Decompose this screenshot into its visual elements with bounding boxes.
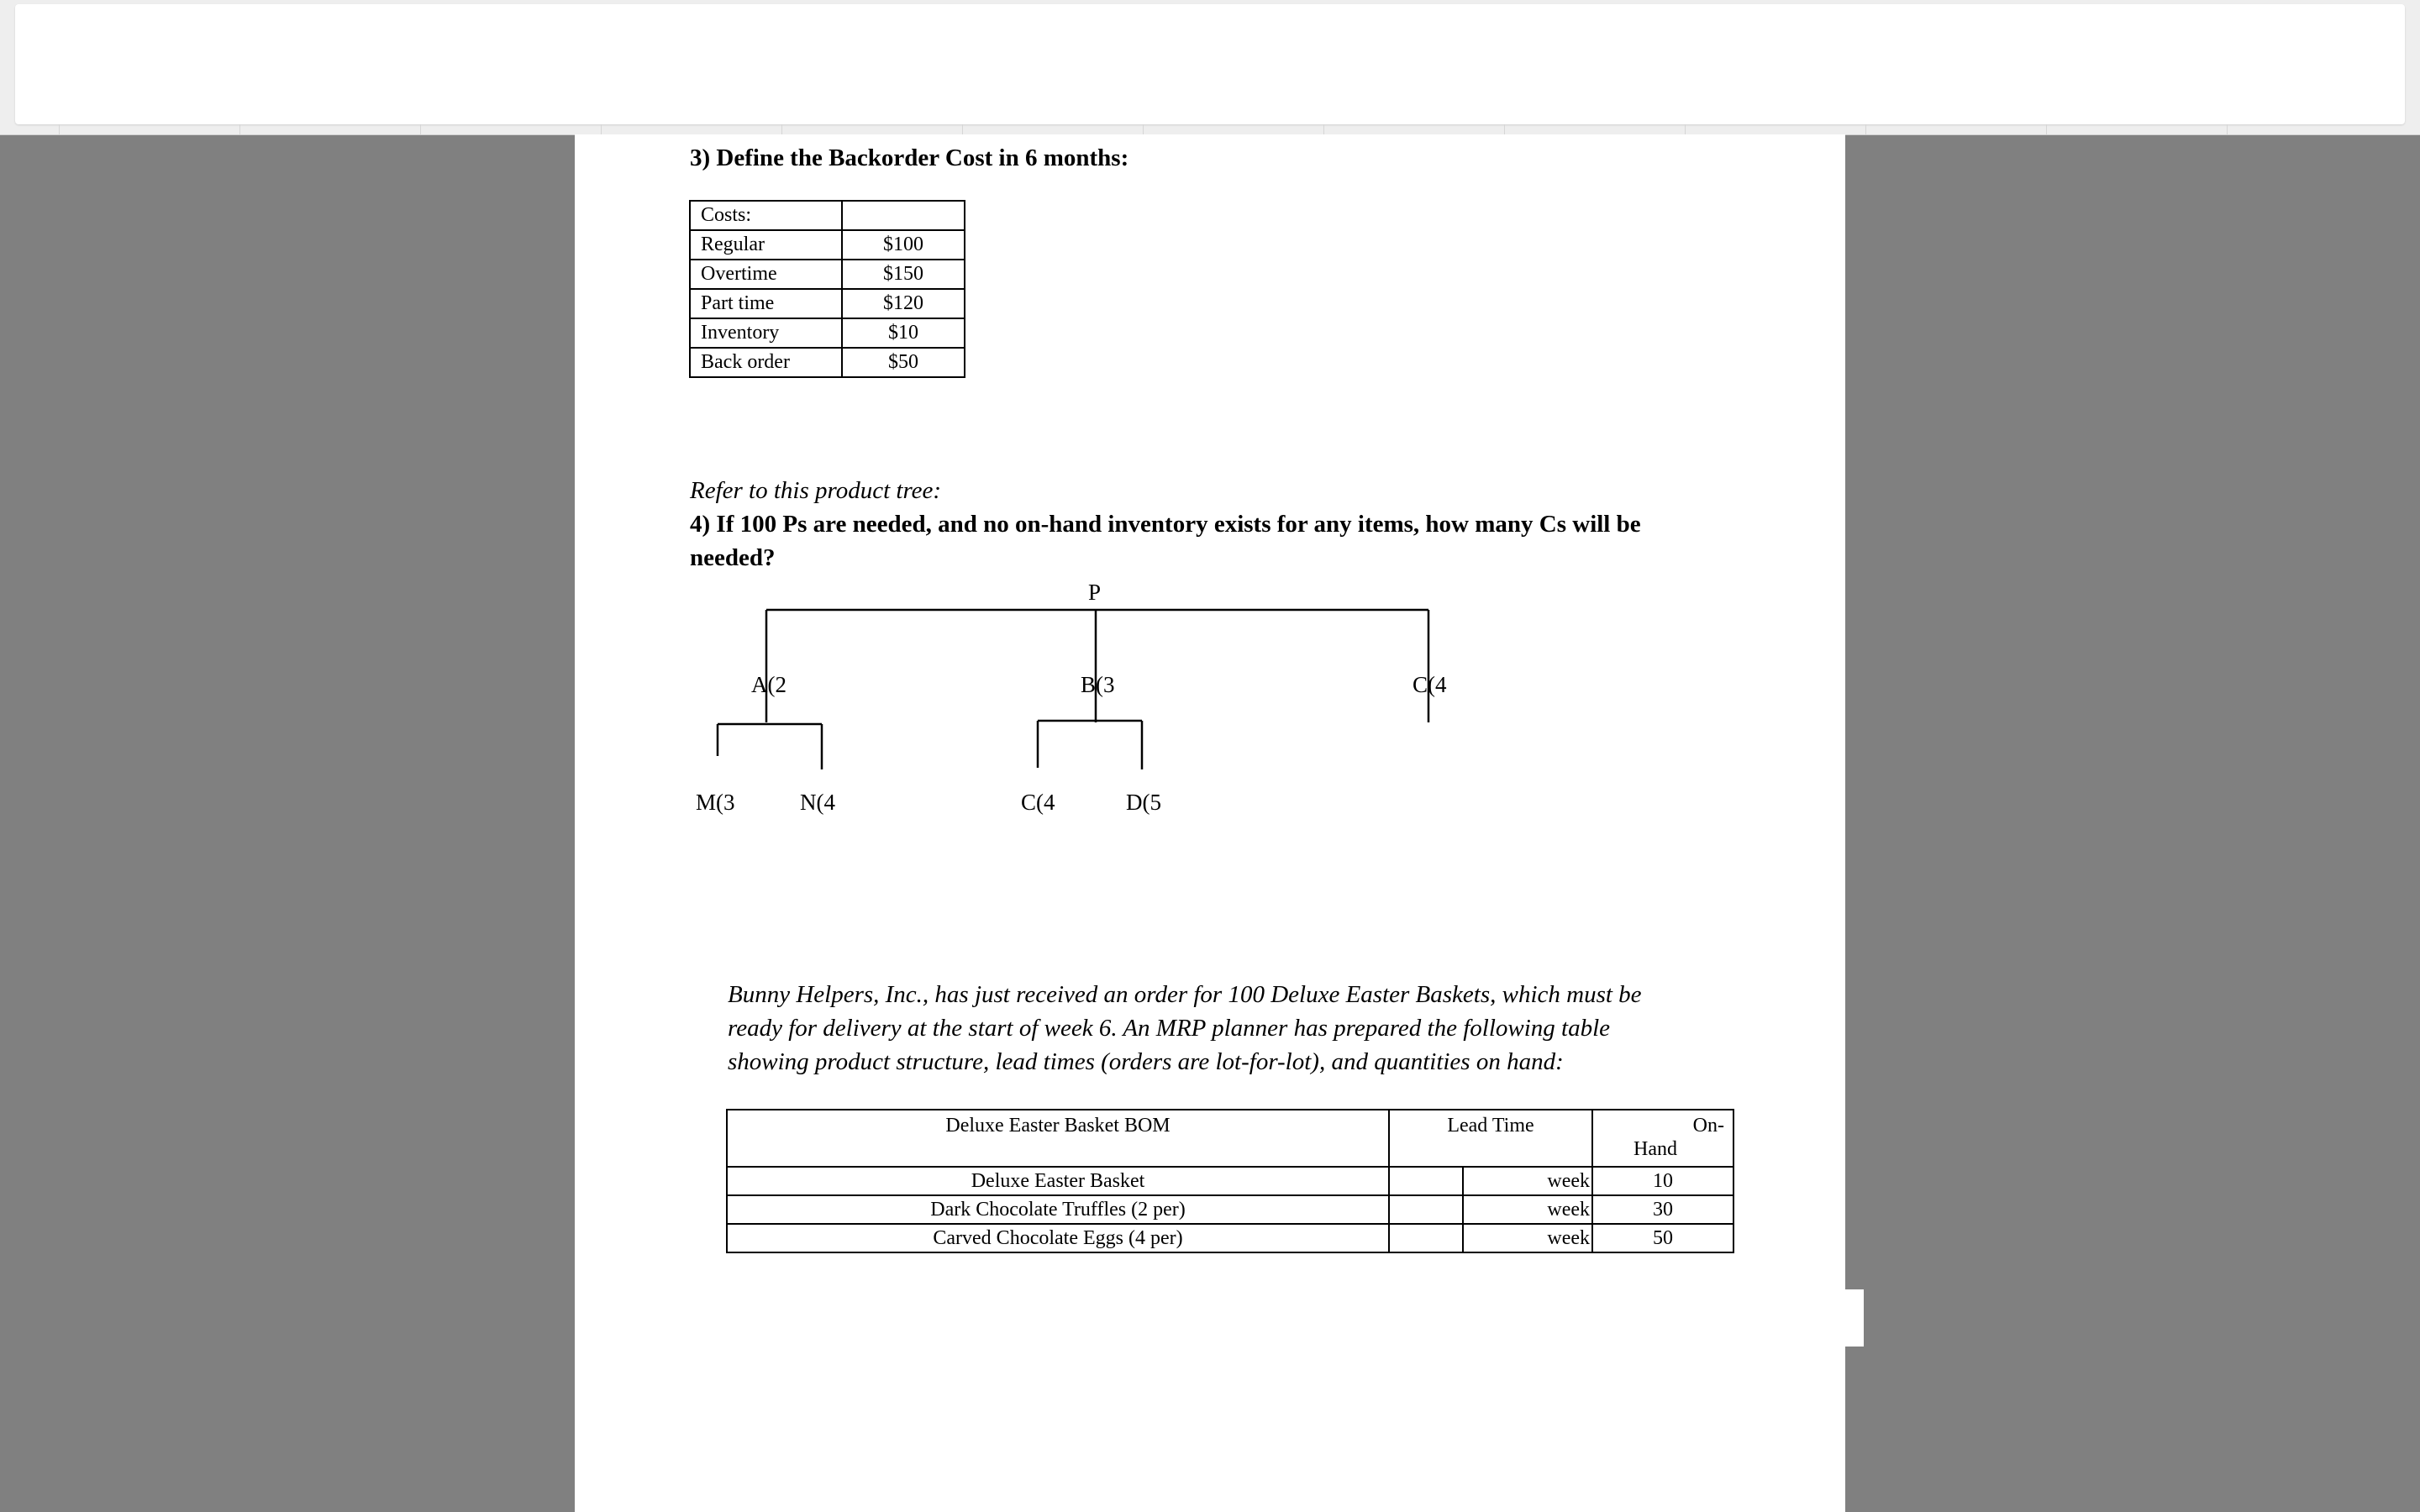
tree-node-m: M(3: [696, 790, 735, 815]
ruler-tick: [1323, 124, 1324, 134]
on-hand-value: 10: [1592, 1167, 1733, 1195]
lead-time-unit: week: [1463, 1224, 1592, 1252]
lead-time-value: [1389, 1224, 1463, 1252]
costs-header: Costs:: [690, 201, 842, 230]
cost-label: Inventory: [690, 318, 842, 348]
product-tree-diagram: [575, 134, 1845, 974]
top-toolbar: [0, 0, 2420, 135]
tree-node-c-top: C(4: [1413, 672, 1447, 697]
bunny-line-2: ready for delivery at the start of week 6. An MRP planner has prepared the following table: [728, 1015, 1611, 1042]
cost-label: Overtime: [690, 260, 842, 289]
question-3-title: 3) Define the Backorder Cost in 6 months:: [690, 144, 1129, 171]
tree-node-p: P: [1088, 580, 1102, 605]
tree-node-a: A(2: [751, 672, 786, 697]
on-hand-header-line-1: On-: [1692, 1115, 1724, 1137]
ruler-tick: [420, 124, 421, 134]
on-hand-header-line-2: Hand: [1634, 1138, 1677, 1160]
on-hand-value: 30: [1592, 1195, 1733, 1224]
bom-table: [726, 1109, 1734, 1253]
ruler-tick: [1143, 124, 1144, 134]
bunny-line-1: Bunny Helpers, Inc., has just received an order for 100 Deluxe Easter Baskets, which must be: [728, 981, 1642, 1008]
ruler-tick: [601, 124, 602, 134]
col-bom-header: Deluxe Easter Basket BOM: [727, 1110, 1389, 1167]
question-4-line-1: 4) If 100 Ps are needed, and no on-hand inventory exists for any items, how many Cs will be: [690, 511, 1641, 538]
question-4-line-2: needed?: [690, 544, 776, 571]
ruler-tick: [59, 124, 60, 134]
scroll-side-tab[interactable]: [1844, 1289, 1864, 1347]
ruler-tick: [1504, 124, 1505, 134]
table-row: [727, 1167, 1733, 1195]
cost-label: Back order: [690, 348, 842, 377]
tree-node-d: D(5: [1126, 790, 1161, 815]
tree-node-b: B(3: [1081, 672, 1115, 697]
ruler-tick: [1865, 124, 1866, 134]
cost-value: $50: [842, 348, 965, 377]
ruler-tick: [2046, 124, 2047, 134]
product-tree-intro: Refer to this product tree:: [690, 477, 942, 504]
table-row: [727, 1195, 1733, 1224]
ruler-tick: [239, 124, 240, 134]
col-lead-time-header: Lead Time: [1389, 1110, 1592, 1167]
ruler-tick: [1685, 124, 1686, 134]
bunny-line-3: showing product structure, lead times (orders are lot-for-lot), and quantities on hand:: [728, 1048, 1564, 1075]
cost-label: Part time: [690, 289, 842, 318]
table-row: [727, 1224, 1733, 1252]
bom-item: Dark Chocolate Truffles (2 per): [727, 1195, 1389, 1224]
tree-node-n: N(4: [800, 790, 835, 815]
lead-time-unit: week: [1463, 1167, 1592, 1195]
cost-value: $150: [842, 260, 965, 289]
tree-node-c-sub: C(4: [1021, 790, 1055, 815]
on-hand-value: 50: [1592, 1224, 1733, 1252]
ruler-tick: [962, 124, 963, 134]
bom-item: Deluxe Easter Basket: [727, 1167, 1389, 1195]
ruler-tick: [2227, 124, 2228, 134]
ruler-tick: [781, 124, 782, 134]
cost-value: $100: [842, 230, 965, 260]
bom-item: Carved Chocolate Eggs (4 per): [727, 1224, 1389, 1252]
bunny-paragraph: [728, 978, 1719, 1079]
toolbar-panel: [15, 4, 2405, 124]
lead-time-value: [1389, 1167, 1463, 1195]
table-header-row: [727, 1110, 1733, 1167]
lead-time-unit: week: [1463, 1195, 1592, 1224]
cost-value: $10: [842, 318, 965, 348]
document-page: [575, 134, 1845, 1512]
col-on-hand-header: [1592, 1110, 1733, 1167]
cost-value: $120: [842, 289, 965, 318]
cost-label: Regular: [690, 230, 842, 260]
lead-time-value: [1389, 1195, 1463, 1224]
